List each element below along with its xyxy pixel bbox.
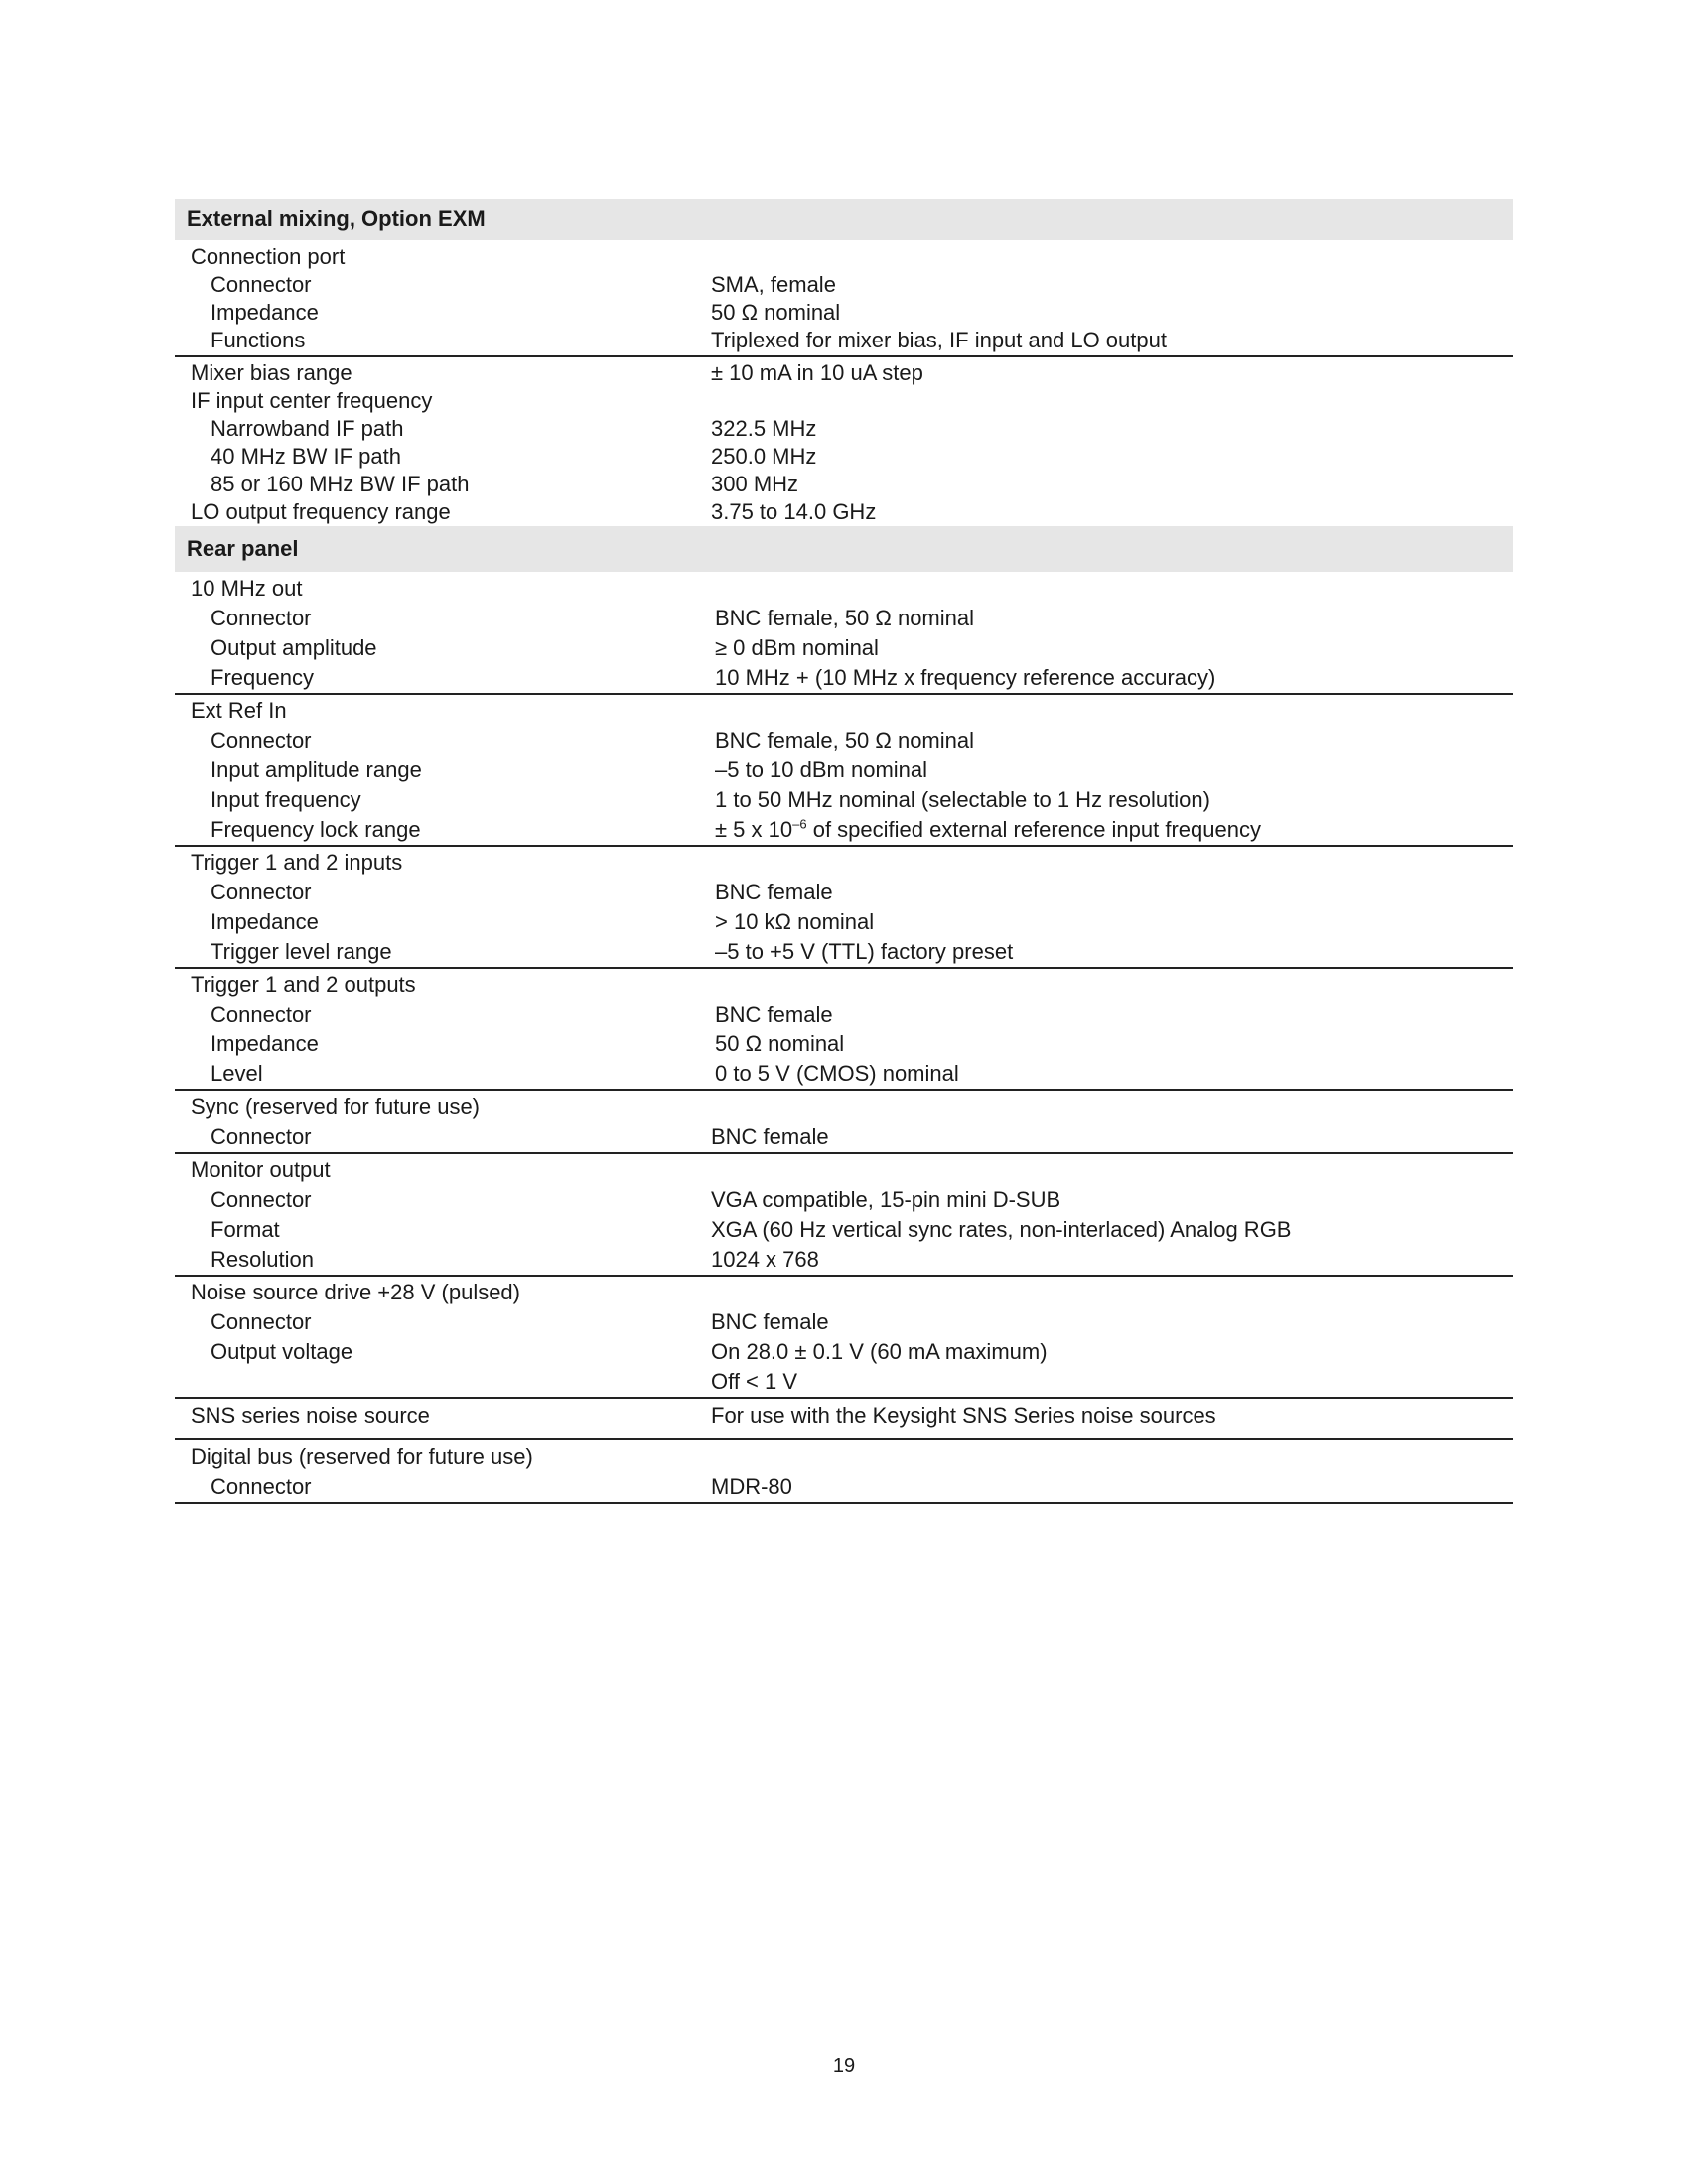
spec-label: Connector — [211, 1124, 312, 1149]
section-header-external-mixing — [175, 199, 1513, 240]
spec-label: Ext Ref In — [191, 698, 287, 723]
spec-row — [175, 242, 1513, 272]
spec-value: BNC female, 50 Ω nominal — [715, 728, 975, 752]
spec-row — [175, 470, 1513, 499]
section-title: Rear panel — [187, 536, 299, 561]
spec-label: Trigger level range — [211, 939, 392, 964]
exponent: –6 — [792, 816, 807, 832]
group-divider — [175, 693, 1513, 695]
spec-row — [175, 663, 1513, 693]
spec-value: 300 MHz — [711, 472, 799, 496]
spec-row — [175, 1245, 1513, 1275]
spec-value — [715, 815, 1261, 845]
spec-label: Connector — [211, 1474, 312, 1499]
spec-value: –5 to 10 dBm nominal — [715, 757, 928, 782]
spec-label: Connector — [211, 728, 312, 752]
spec-row — [175, 1092, 1513, 1122]
value-text: ± 5 x 10 — [715, 817, 793, 842]
spec-label: Trigger 1 and 2 outputs — [191, 972, 416, 997]
spec-value: 0 to 5 V (CMOS) nominal — [715, 1061, 959, 1086]
spec-label: IF input center frequency — [191, 388, 433, 413]
spec-row — [175, 442, 1513, 472]
spec-value: 3.75 to 14.0 GHz — [711, 499, 877, 524]
spec-row — [175, 414, 1513, 444]
spec-row — [175, 907, 1513, 937]
spec-label: Connector — [211, 606, 312, 630]
spec-label: Input frequency — [211, 787, 361, 812]
spec-label: Functions — [211, 328, 306, 352]
spec-value: ± 10 mA in 10 uA step — [711, 360, 923, 385]
spec-row — [175, 1278, 1513, 1307]
group-divider — [175, 845, 1513, 847]
spec-row — [175, 755, 1513, 785]
spec-row — [175, 937, 1513, 967]
group-divider — [175, 1275, 1513, 1277]
section-header-rear-panel — [175, 526, 1513, 572]
spec-row — [175, 785, 1513, 815]
spec-row — [175, 970, 1513, 1000]
spec-row — [175, 358, 1513, 388]
spec-label: Digital bus (reserved for future use) — [191, 1444, 533, 1469]
spec-value: ≥ 0 dBm nominal — [715, 635, 879, 660]
spec-label: SNS series noise source — [191, 1403, 430, 1428]
spec-value: BNC female — [711, 1309, 829, 1334]
spec-label: Noise source drive +28 V (pulsed) — [191, 1280, 520, 1304]
spec-row — [175, 497, 1513, 527]
spec-label: Frequency — [211, 665, 314, 690]
section-title: External mixing, Option EXM — [187, 206, 486, 231]
spec-row — [175, 1185, 1513, 1215]
spec-row — [175, 878, 1513, 907]
spec-label: LO output frequency range — [191, 499, 451, 524]
spec-label: Format — [211, 1217, 280, 1242]
spec-value: 1024 x 768 — [711, 1247, 819, 1272]
spec-value: 1 to 50 MHz nominal (selectable to 1 Hz resolution) — [715, 787, 1210, 812]
spec-label: Connector — [211, 880, 312, 904]
spec-label: Connector — [211, 272, 312, 297]
spec-row — [175, 1337, 1513, 1367]
spec-row — [175, 326, 1513, 355]
spec-row — [175, 848, 1513, 878]
spec-row — [175, 1059, 1513, 1089]
group-divider — [175, 355, 1513, 357]
spec-row — [175, 1367, 1513, 1397]
spec-label: Output amplitude — [211, 635, 377, 660]
spec-row — [175, 1156, 1513, 1185]
spec-row — [175, 633, 1513, 663]
spec-value: 322.5 MHz — [711, 416, 817, 441]
spec-value: VGA compatible, 15-pin mini D-SUB — [711, 1187, 1061, 1212]
value-text: of specified external reference input frequency — [806, 817, 1261, 842]
group-divider — [175, 967, 1513, 969]
spec-label: Connection port — [191, 244, 346, 269]
spec-value: BNC female — [715, 880, 833, 904]
spec-value: BNC female — [711, 1124, 829, 1149]
group-divider — [175, 1502, 1513, 1504]
spec-value: 50 Ω nominal — [711, 300, 841, 325]
spec-row — [175, 1442, 1513, 1472]
spec-value: BNC female — [715, 1002, 833, 1026]
spec-value: > 10 kΩ nominal — [715, 909, 875, 934]
spec-row — [175, 1472, 1513, 1502]
spec-row — [175, 1401, 1513, 1431]
spec-label: Impedance — [211, 909, 319, 934]
group-divider — [175, 1438, 1513, 1440]
spec-row — [175, 696, 1513, 726]
spec-row — [175, 1215, 1513, 1245]
spec-label: Monitor output — [191, 1158, 331, 1182]
spec-value: MDR-80 — [711, 1474, 792, 1499]
spec-label: Mixer bias range — [191, 360, 352, 385]
spec-value: For use with the Keysight SNS Series noise sources — [711, 1403, 1216, 1428]
spec-label: Sync (reserved for future use) — [191, 1094, 481, 1119]
spec-label: Narrowband IF path — [211, 416, 404, 441]
spec-row — [175, 604, 1513, 633]
spec-row — [175, 815, 1513, 845]
spec-label: Connector — [211, 1309, 312, 1334]
spec-row — [175, 574, 1513, 604]
spec-row — [175, 1122, 1513, 1152]
spec-label: Impedance — [211, 1031, 319, 1056]
spec-value: BNC female, 50 Ω nominal — [715, 606, 975, 630]
spec-label: Impedance — [211, 300, 319, 325]
spec-label: Output voltage — [211, 1339, 353, 1364]
page-number: 19 — [832, 2055, 856, 2077]
spec-label: Resolution — [211, 1247, 314, 1272]
spec-value: SMA, female — [711, 272, 836, 297]
spec-label: 10 MHz out — [191, 576, 303, 601]
spec-value: On 28.0 ± 0.1 V (60 mA maximum) — [711, 1339, 1048, 1364]
spec-label: Frequency lock range — [211, 817, 421, 842]
spec-value: –5 to +5 V (TTL) factory preset — [715, 939, 1014, 964]
spec-value: Off < 1 V — [711, 1369, 798, 1394]
spec-row — [175, 298, 1513, 328]
spec-value: Triplexed for mixer bias, IF input and LO output — [711, 328, 1167, 352]
group-divider — [175, 1089, 1513, 1091]
spec-value: 50 Ω nominal — [715, 1031, 845, 1056]
spec-value: 250.0 MHz — [711, 444, 817, 469]
spec-label: 85 or 160 MHz BW IF path — [211, 472, 470, 496]
group-divider — [175, 1397, 1513, 1399]
spec-label: Connector — [211, 1187, 312, 1212]
spec-label: Connector — [211, 1002, 312, 1026]
spec-label: Input amplitude range — [211, 757, 422, 782]
spec-row — [175, 270, 1513, 300]
group-divider — [175, 1152, 1513, 1154]
spec-row — [175, 1307, 1513, 1337]
spec-row — [175, 1029, 1513, 1059]
spec-label: Trigger 1 and 2 inputs — [191, 850, 403, 875]
spec-label: Level — [211, 1061, 263, 1086]
spec-value: 10 MHz + (10 MHz x frequency reference accuracy) — [715, 665, 1216, 690]
spec-row — [175, 386, 1513, 416]
spec-value: XGA (60 Hz vertical sync rates, non-interlaced) Analog RGB — [711, 1217, 1292, 1242]
spec-row — [175, 726, 1513, 755]
spec-row — [175, 1000, 1513, 1029]
spec-label: 40 MHz BW IF path — [211, 444, 401, 469]
